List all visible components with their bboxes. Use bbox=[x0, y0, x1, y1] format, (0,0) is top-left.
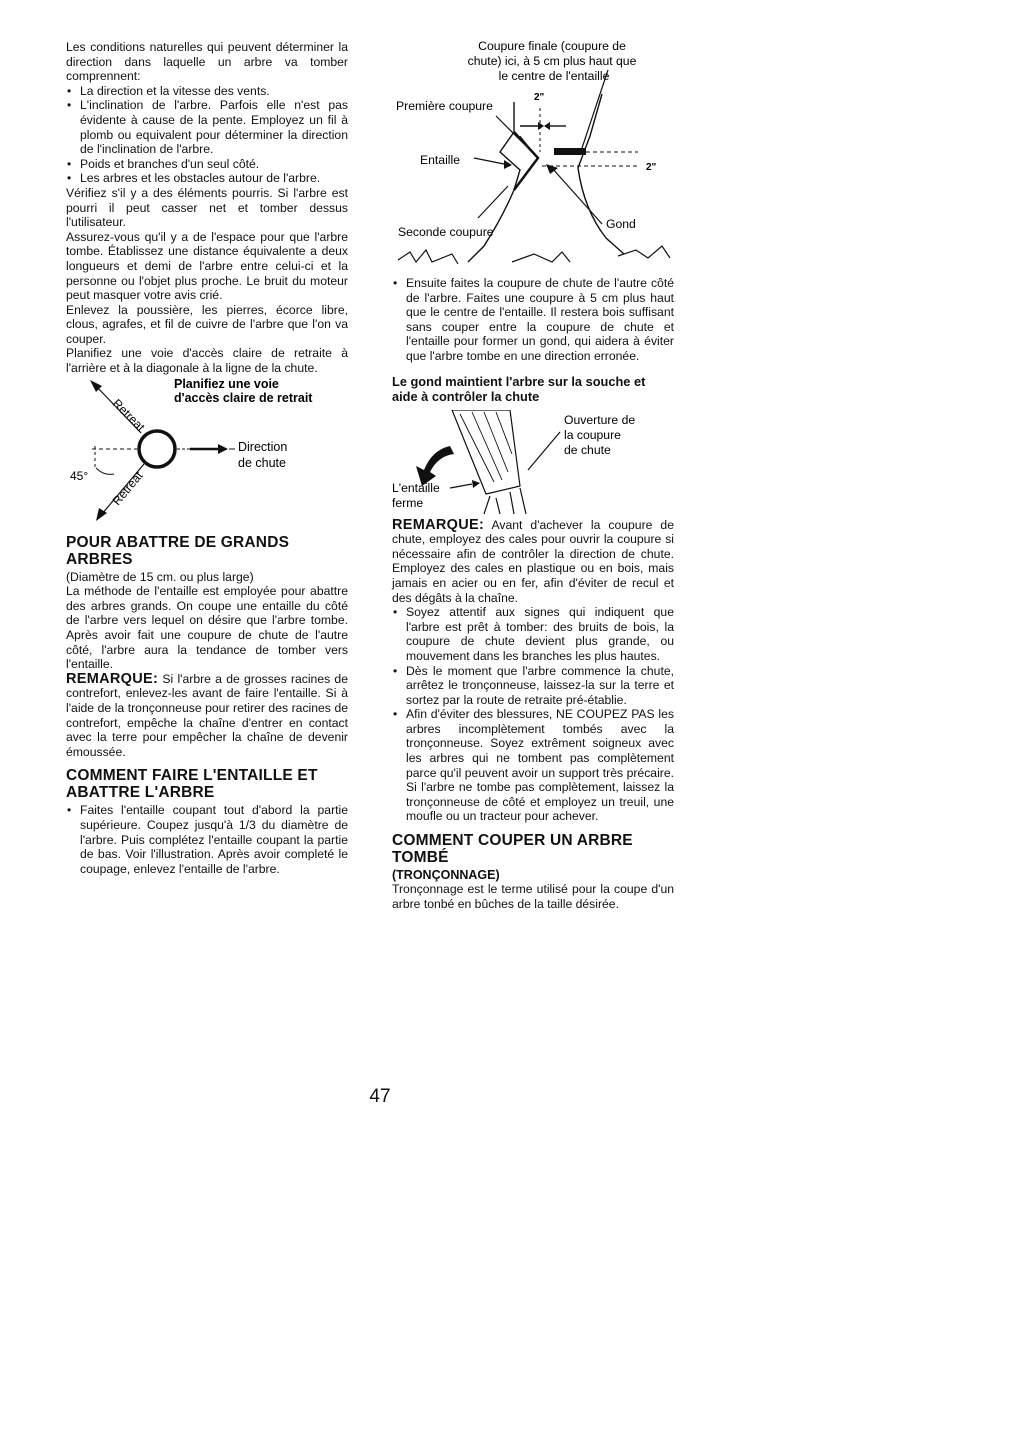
bucking-paragraph: Tronçonnage est le terme utilisé pour la coupe d'un arbre tonbé en bûches de la taille désirée. bbox=[392, 882, 674, 911]
fig2-top-line3: le centre de l'entaille bbox=[498, 69, 610, 83]
entaille-ferme-leader bbox=[450, 484, 472, 488]
premiere-coupure-label: Première coupure bbox=[396, 99, 493, 113]
remark-roots bbox=[66, 672, 348, 760]
notch-hatch bbox=[520, 136, 536, 156]
notch-wedge bbox=[514, 132, 538, 190]
list-item: • La direction et la vitesse des vents. bbox=[66, 84, 348, 99]
list-item: • L'inclination de l'arbre. Parfois elle n'est pas évidente à cause de la pente. Employez un fil à plomb ou equivalent pour déterminer la direction de l'inclination de l'arbre. bbox=[66, 98, 348, 156]
hinge-figure bbox=[392, 410, 674, 518]
notch-list bbox=[66, 803, 348, 876]
remark-wedges bbox=[392, 518, 674, 606]
retreat-figure bbox=[66, 376, 348, 526]
fig2-top-line2: chute) ici, à 5 cm plus haut que bbox=[467, 54, 637, 68]
list-item: • Dès le moment que l'arbre commence la chute, arrêtez le tronçonneuse, laissez-la sur la terre et sortez par la route de retraite pré-établie. bbox=[392, 664, 674, 708]
entaille-ferme-line2: ferme bbox=[392, 495, 424, 510]
retreat-label-upper: Retreat bbox=[109, 395, 148, 434]
grass-right bbox=[618, 246, 670, 258]
list-item: • Soyez attentif aux signes qui indiquent que l'arbre est prêt à tomber: des bruits de bois, la coupure de chute devient plus grande, ou mouvement dans les branches les plus hautes. bbox=[392, 605, 674, 663]
fig1-caption-line1: Planifiez une voie bbox=[174, 376, 279, 391]
retreat-diagram bbox=[66, 376, 348, 526]
diameter-note: (Diamètre de 15 cm. ou plus large) bbox=[66, 569, 254, 584]
method-paragraph: La méthode de l'entaille est employée pour abattre des arbres grands. On coupe une entaille du côté de l'arbre vers lequel on désire que l'arbre tombe. Après avoir fait une coupure de chute de l'autre côté, l'arbre aura la tendance de tomber vers l'entaille. bbox=[66, 584, 348, 672]
list-item: • Afin d'éviter des blessures, NE COUPEZ PAS les arbres incomplètement tombés avec la tronçonneuse. Soyez extrêment soigneux avec les arbres qui ne tombent pas complètement parce qu'il peuvent avoir un support très précaire. Si l'arbre ne tombe pas complètement, laissez la tronçonneuse de côté et employez un treuil, une moufle ou un tracteur pour achever. bbox=[392, 707, 674, 824]
entaille-ferme-arrowhead bbox=[472, 480, 480, 488]
dim-arrowhead-left bbox=[538, 122, 544, 130]
safety-list bbox=[392, 605, 674, 824]
premiere-leader bbox=[496, 116, 524, 144]
hinge-diagram bbox=[392, 410, 674, 518]
fall-arrow bbox=[416, 446, 454, 486]
list-item: • Faites l'entaille coupant tout d'abord la partie supérieure. Coupez jusqu'à 1/3 du diamètre de l'arbre. Puis complétez l'entaille coupant la partie de bas. Voir l'illustration. Après avoir completé le coupage, enlevez l'entaille de l'arbre. bbox=[66, 803, 348, 876]
remark-text: Si l'arbre a de grosses racines de contrefort, enlevez-les avant de faire l'entaille. Si à l'aide de la tronçonneuse pour retirer des racines de contrefort, empêche la chaîne d'entrer en contact avec la terre pour empêcher la chaîne de devenir émoussée. bbox=[66, 671, 348, 759]
conditions-list bbox=[66, 84, 348, 186]
seconde-coupure-label: Seconde coupure bbox=[398, 225, 494, 239]
remark-text: Avant d'achever la coupure de chute, employez des cales pour ouvrir la coupure si nécessaire afin de contrôler la direction de chute. Employez des cales en plastique ou en bois, mais jamais en acier ou en fer, afin d'éviter de recul et des dégâts à la chaîne. bbox=[392, 517, 674, 605]
fig2-top-line1: Coupure finale (coupure de bbox=[478, 40, 626, 53]
angle-arc bbox=[96, 468, 114, 474]
felling-cut bbox=[554, 148, 586, 155]
falling-trunk bbox=[452, 410, 520, 494]
heading-notch: COMMENT FAIRE L'ENTAILLE ET ABATTRE L'ARBRE bbox=[66, 767, 318, 802]
direction-arrowhead bbox=[218, 444, 228, 454]
dim-top-label: 2" bbox=[534, 92, 545, 103]
grass-left bbox=[398, 250, 458, 264]
entaille-label: Entaille bbox=[420, 153, 460, 167]
angle-label: 45° bbox=[70, 468, 89, 483]
list-item: • Poids et branches d'un seul côté. bbox=[66, 157, 348, 172]
right-column bbox=[392, 40, 674, 911]
space-paragraph: Assurez-vous qu'il y a de l'espace pour que l'arbre tombe. Établissez une distance équivalente a deux longueurs et demi de l'arbre entre celui-ci et la personne ou l'objet plus proche. Le bruit du moteur peut masquer votre avis crié. bbox=[66, 229, 348, 303]
heading-bucking: COMMENT COUPER UN ARBRE TOMBÉ bbox=[392, 832, 633, 867]
dim-right-label: 2" bbox=[646, 162, 657, 173]
gond-leader bbox=[552, 168, 602, 224]
entaille-ferme-line1: L'entaille bbox=[392, 480, 440, 495]
notch-figure bbox=[392, 40, 674, 276]
left-column bbox=[66, 40, 348, 876]
gond-label: Gond bbox=[606, 217, 636, 231]
ouverture-leader bbox=[528, 432, 560, 470]
direction-label-line2: de chute bbox=[238, 455, 286, 470]
remark-label: REMARQUE: bbox=[66, 670, 159, 687]
retreat-label-lower: Retreat bbox=[109, 468, 146, 508]
direction-label-line1: Direction bbox=[238, 439, 288, 454]
remark-label: REMARQUE: bbox=[392, 516, 485, 533]
ensuite-list bbox=[392, 276, 674, 364]
subheading-bucking: (TRONÇONNAGE) bbox=[392, 868, 500, 883]
tree-circle bbox=[139, 431, 175, 467]
retreat-paragraph: Planifiez une voie d'accès claire de retraite à l'arrière et à la diagonale à la ligne de la chute. bbox=[66, 346, 348, 376]
hinge-note: Le gond maintient l'arbre sur la souche et aide à contrôler la chute bbox=[392, 373, 646, 404]
grass-middle bbox=[512, 252, 570, 262]
notch-diagram bbox=[392, 40, 674, 276]
ouverture-line2: la coupure bbox=[564, 427, 621, 442]
ouverture-line3: de chute bbox=[564, 442, 611, 457]
intro-paragraph: Les conditions naturelles qui peuvent déterminer la direction dans laquelle un arbre va tomber comprennent: bbox=[66, 40, 348, 84]
fig1-caption-line2: d'accès claire de retrait bbox=[174, 390, 313, 405]
ouverture-line1: Ouverture de bbox=[564, 412, 636, 427]
rot-paragraph: Vérifiez s'il y a des éléments pourris. Si l'arbre est pourri il peut casser net et tomber dessus l'utilisateur. bbox=[66, 185, 348, 230]
debris-paragraph: Enlevez la poussière, les pierres, écorce libre, clous, agrafes, et fil de cuivre de l'arbre que l'on va couper. bbox=[66, 302, 348, 346]
page-number: 47 bbox=[369, 1086, 391, 1107]
dim-arrowhead-right bbox=[544, 122, 550, 130]
list-item: • Les arbres et les obstacles autour de l'arbre. bbox=[66, 171, 348, 186]
heading-large-trees: POUR ABATTRE DE GRANDS ARBRES bbox=[66, 533, 290, 568]
list-item: • Ensuite faites la coupure de chute de l'autre côté de l'arbre. Faites une coupure à 5 cm plus haut que le centre de l'entaille. Il restera bois suffisant sans couper entre la coupure de chute et l'entaille pour former un gond, qui aidera à éviter que l'arbre tombe en une direction erronée. bbox=[392, 276, 674, 364]
entaille-leader bbox=[474, 158, 504, 164]
